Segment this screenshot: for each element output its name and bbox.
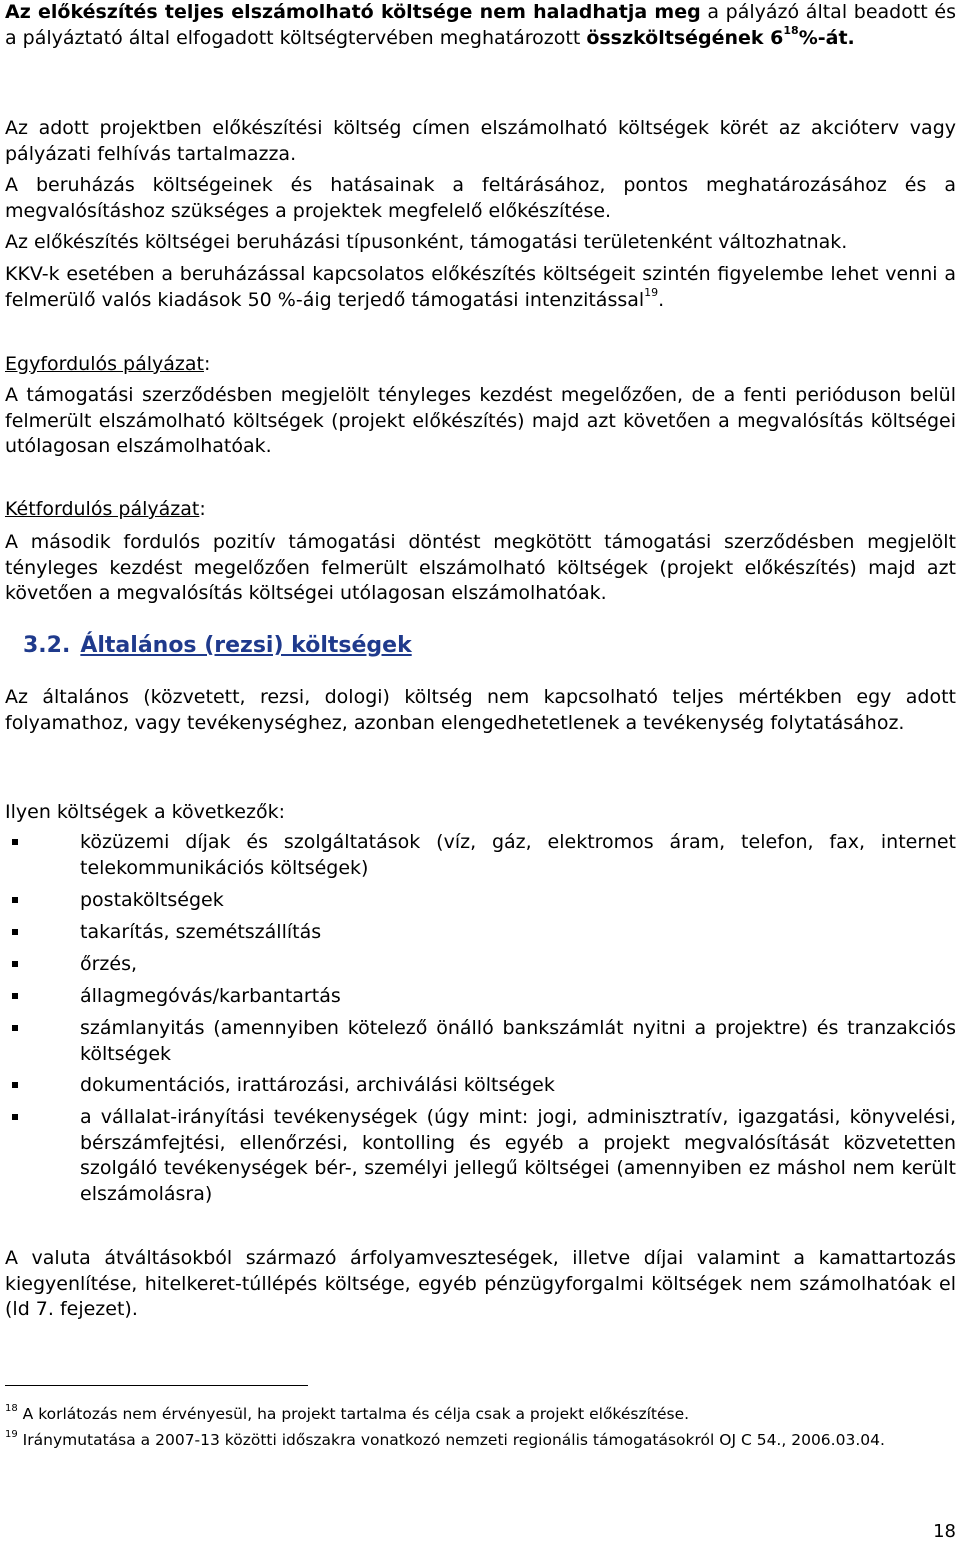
paragraph-preparation-costs: Az előkészítés költségei beruházási típusonként, támogatási területenként változhatnak. — [5, 231, 848, 253]
section-title: Általános (rezsi) költségek — [80, 633, 412, 658]
footnote-text: Iránymutatása a 2007-13 közötti időszakra vonatkozó nemzeti regionális támogatásokról OJ C 54., 2006.03.04. — [22, 1431, 885, 1449]
kkv-text: KKV-k esetében a beruházással kapcsolatos előkészítés költségeit szintén figyelembe lehet venni a felmerülő valós kiadások 50 %-áig terjedő támogatási intenzitással — [5, 263, 956, 311]
paragraph-single-round: A támogatási szerződésben megjelölt tényleges kezdést megelőzően, de a fenti perióduson belül felmerült elszámolható költségek (projekt előkészítés) majd azt követően a megvalósítás költségei utólagosan elszámolhatóak. — [5, 384, 956, 457]
paragraph-eligible-cost-limit — [5, 0, 956, 51]
paragraph-kkv — [5, 262, 956, 313]
footnote-18 — [5, 1403, 956, 1425]
single-round-colon: : — [203, 353, 211, 375]
bullet-square-icon — [12, 1082, 18, 1088]
paragraph-action-plan: Az adott projektben előkészítési költség címen elszámolható költségek körét az akcióterv vagy pályázati felhívás tartalmazza. — [5, 117, 956, 165]
single-round-label — [5, 352, 956, 378]
list-item — [5, 1016, 956, 1067]
bold-percent-text: %-át. — [798, 26, 855, 49]
list-item-text: dokumentációs, irattározási, archiválási költségek — [80, 1074, 555, 1096]
list-item-text: a vállalat-irányítási tevékenységek (úgy mint: jogi, adminisztratív, igazgatási, könyvelési, bérszámfejtési, ellenőrzési, kontolling és egyéb a projekt megvalósítását közvetetten szolgáló tevékenységek bér-, személyi jellegű költségei (amennyiben ez máshol nem került elszámolásra) — [80, 1106, 956, 1205]
footnote-divider — [5, 1385, 308, 1386]
list-item-text: őrzés, — [80, 953, 138, 975]
two-round-title: Kétfordulós pályázat — [5, 498, 200, 520]
paragraph-investment-costs: A beruházás költségeinek és hatásainak a feltárásához, pontos meghatározásához és a megvalósításhoz szükséges a projektek megfelelő előkészítése. — [5, 174, 956, 222]
limit-rest-text: a pályázó által beadott és a pályáztató által elfogadott költségtervében meghatározott — [5, 1, 957, 49]
list-item — [5, 1105, 956, 1207]
footnote-number: 19 — [5, 1428, 18, 1440]
page-number: 18 — [933, 1521, 956, 1542]
list-item-text: takarítás, szemétszállítás — [80, 921, 322, 943]
footnote-ref-19[interactable]: 19 — [644, 286, 659, 300]
section-number: 3.2. — [23, 633, 71, 658]
footnote-number: 18 — [5, 1402, 18, 1414]
bold-total-text: összköltségének 6 — [586, 26, 784, 49]
paragraph-excluded-costs: A valuta átváltásokból származó árfolyamveszteségek, illetve díjai valamint a kamattartozás kiegyenlítése, hitelkeret-túllépés költsége, egyéb pénzügyforgalmi költségek nem számolhatóak el (ld 7. fejezet). — [5, 1247, 956, 1320]
bullet-square-icon — [12, 839, 18, 845]
bullet-square-icon — [12, 897, 18, 903]
kkv-end: . — [658, 288, 665, 311]
single-round-title: Egyfordulós pályázat — [5, 353, 204, 375]
list-item — [5, 888, 956, 914]
bullet-square-icon — [12, 961, 18, 967]
list-item — [5, 920, 956, 946]
bullet-square-icon — [12, 1114, 18, 1120]
list-item-text: közüzemi díjak és szolgáltatások (víz, gáz, elektromos áram, telefon, fax, internet telekommunikációs költségek) — [80, 831, 956, 879]
footnote-ref-18[interactable]: 18 — [783, 24, 799, 38]
list-item — [5, 952, 956, 978]
list-item-text: számlanyitás (amennyiben kötelező önálló bankszámlát nyitni a projektre) és tranzakciós költségek — [80, 1017, 956, 1065]
list-item — [5, 1073, 956, 1099]
footnote-19 — [5, 1429, 956, 1451]
bullet-square-icon — [12, 993, 18, 999]
paragraph-list-intro: Ilyen költségek a következők: — [5, 801, 285, 823]
list-item-text: állagmegóvás/karbantartás — [80, 985, 341, 1007]
bullet-square-icon — [12, 929, 18, 935]
bullet-square-icon — [12, 1025, 18, 1031]
bold-limit-text: Az előkészítés teljes elszámolható költsége nem haladhatja meg — [5, 1, 701, 23]
footnote-text: A korlátozás nem érvényesül, ha projekt tartalma és célja csak a projekt előkészítése. — [22, 1405, 690, 1423]
paragraph-general-costs: Az általános (közvetett, rezsi, dologi) költség nem kapcsolható teljes mértékben egy adott folyamathoz, vagy tevékenységhez, azonban elengedhetetlenek a tevékenység folytatásához. — [5, 686, 956, 734]
paragraph-two-round: A második fordulós pozitív támogatási döntést megkötött támogatási szerződésben megjelölt tényleges kezdést megelőzően felmerült elszámolható költségek (projekt előkészítés) majd azt követően a megvalósítás költségei utólagosan elszámolhatóak. — [5, 531, 956, 604]
two-round-colon: : — [199, 498, 206, 520]
two-round-label — [5, 497, 956, 523]
list-item — [5, 984, 956, 1010]
section-heading — [23, 632, 412, 660]
list-item-text: postaköltségek — [80, 889, 224, 911]
list-item — [5, 830, 956, 881]
